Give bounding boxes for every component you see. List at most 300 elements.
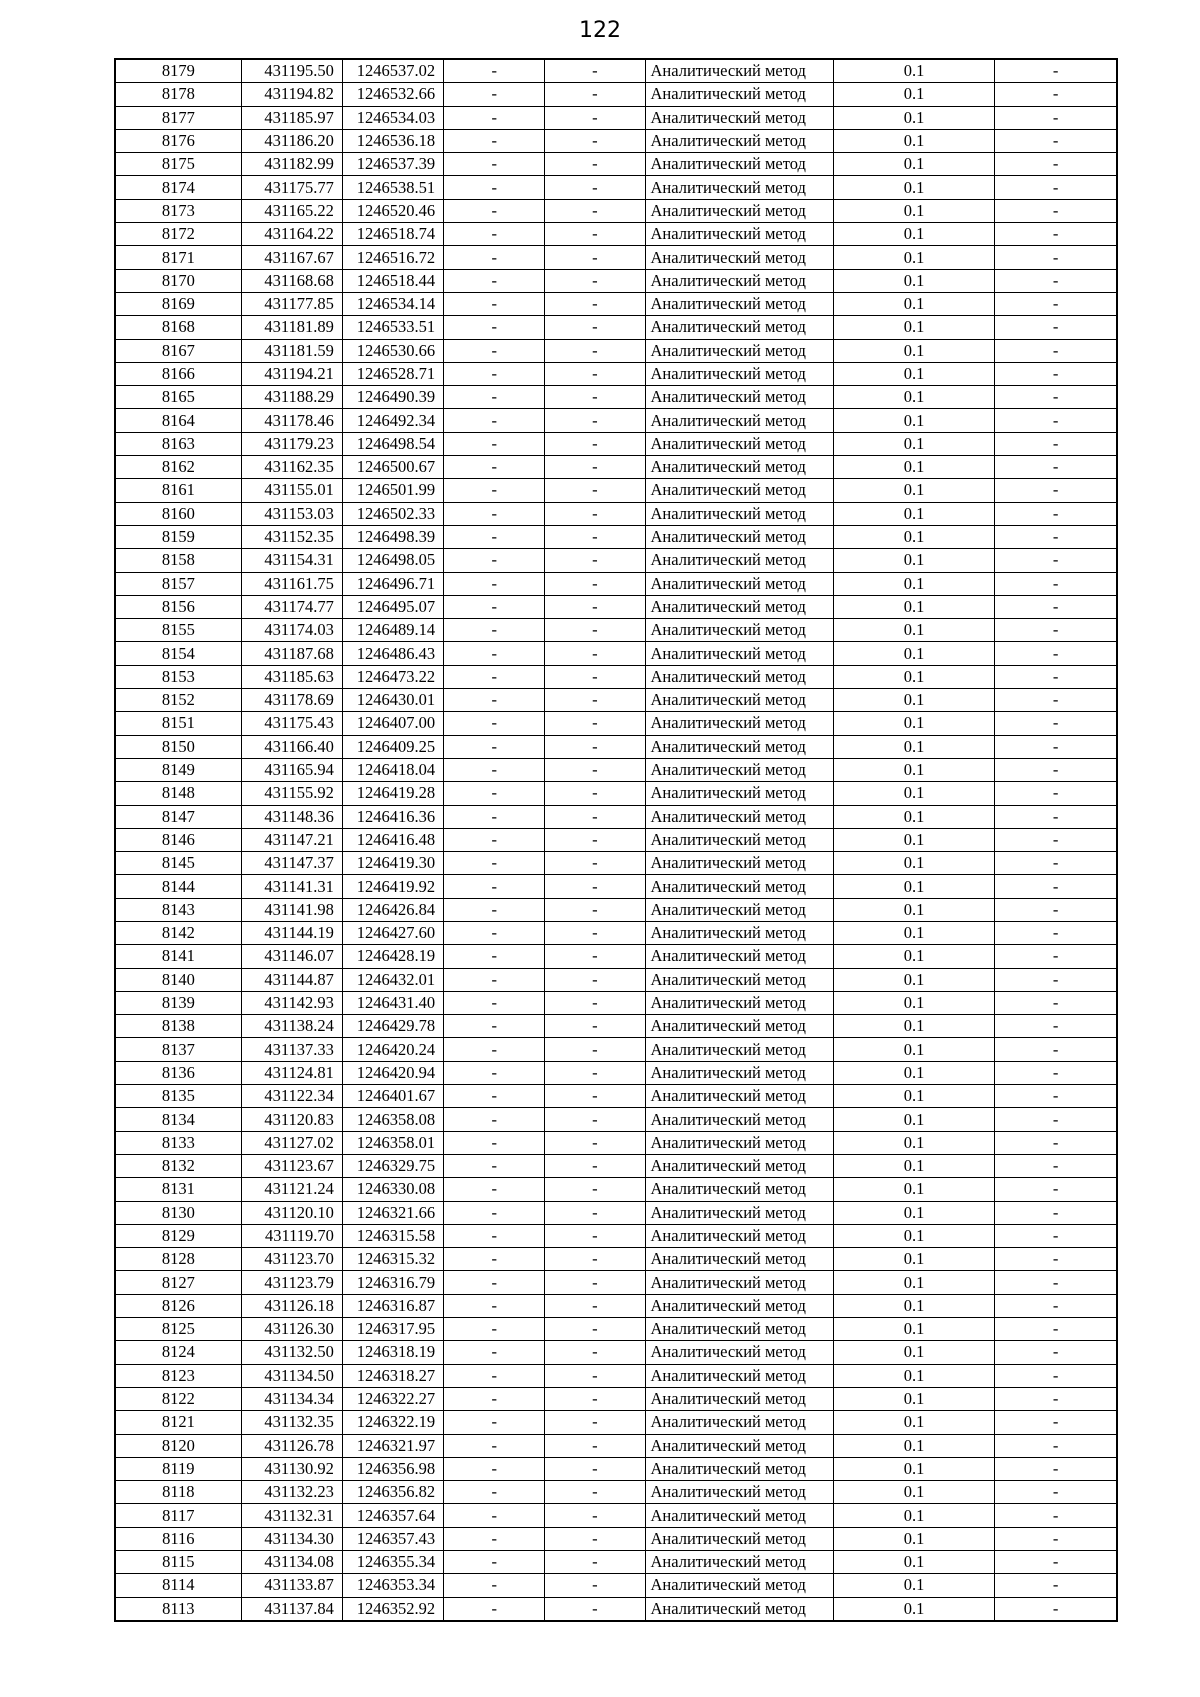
accuracy-cell: 0.1 — [833, 456, 994, 479]
empty-cell-2: - — [545, 758, 645, 781]
x-coordinate-cell: 431194.21 — [241, 362, 342, 385]
empty-cell-1: - — [444, 1527, 545, 1550]
empty-cell-1: - — [444, 316, 545, 339]
empty-cell-2: - — [545, 83, 645, 106]
table-row — [115, 176, 1117, 199]
empty-cell-1: - — [444, 1061, 545, 1084]
method-cell: Аналитический метод — [645, 362, 833, 385]
accuracy-cell: 0.1 — [833, 269, 994, 292]
table-row — [115, 1364, 1117, 1387]
empty-cell-1: - — [444, 1551, 545, 1574]
x-coordinate-cell: 431127.02 — [241, 1131, 342, 1154]
empty-cell-2: - — [545, 1178, 645, 1201]
table-row — [115, 292, 1117, 315]
empty-cell-3: - — [995, 1085, 1117, 1108]
table-row — [115, 1457, 1117, 1480]
y-coordinate-cell: 1246356.82 — [342, 1481, 443, 1504]
empty-cell-1: - — [444, 758, 545, 781]
coordinates-table — [114, 58, 1118, 1622]
empty-cell-2: - — [545, 898, 645, 921]
empty-cell-2: - — [545, 1224, 645, 1247]
x-coordinate-cell: 431174.77 — [241, 595, 342, 618]
empty-cell-1: - — [444, 1108, 545, 1131]
empty-cell-3: - — [995, 1434, 1117, 1457]
empty-cell-3: - — [995, 642, 1117, 665]
x-coordinate-cell: 431185.63 — [241, 665, 342, 688]
accuracy-cell: 0.1 — [833, 1061, 994, 1084]
accuracy-cell: 0.1 — [833, 386, 994, 409]
table-row — [115, 1015, 1117, 1038]
accuracy-cell: 0.1 — [833, 223, 994, 246]
table-row — [115, 945, 1117, 968]
x-coordinate-cell: 431194.82 — [241, 83, 342, 106]
x-coordinate-cell: 431144.19 — [241, 921, 342, 944]
method-cell: Аналитический метод — [645, 1061, 833, 1084]
x-coordinate-cell: 431179.23 — [241, 432, 342, 455]
method-cell: Аналитический метод — [645, 199, 833, 222]
method-cell: Аналитический метод — [645, 316, 833, 339]
empty-cell-3: - — [995, 782, 1117, 805]
point-number-cell: 8176 — [115, 129, 241, 152]
point-number-cell: 8161 — [115, 479, 241, 502]
point-number-cell: 8146 — [115, 828, 241, 851]
point-number-cell: 8127 — [115, 1271, 241, 1294]
empty-cell-3: - — [995, 1341, 1117, 1364]
empty-cell-3: - — [995, 339, 1117, 362]
table-row — [115, 525, 1117, 548]
x-coordinate-cell: 431162.35 — [241, 456, 342, 479]
x-coordinate-cell: 431148.36 — [241, 805, 342, 828]
empty-cell-3: - — [995, 712, 1117, 735]
empty-cell-3: - — [995, 106, 1117, 129]
y-coordinate-cell: 1246420.24 — [342, 1038, 443, 1061]
accuracy-cell: 0.1 — [833, 1341, 994, 1364]
y-coordinate-cell: 1246317.95 — [342, 1318, 443, 1341]
method-cell: Аналитический метод — [645, 1457, 833, 1480]
empty-cell-3: - — [995, 386, 1117, 409]
method-cell: Аналитический метод — [645, 945, 833, 968]
empty-cell-1: - — [444, 1131, 545, 1154]
table-body — [115, 59, 1117, 1621]
table-row — [115, 409, 1117, 432]
empty-cell-3: - — [995, 269, 1117, 292]
y-coordinate-cell: 1246407.00 — [342, 712, 443, 735]
table-row — [115, 782, 1117, 805]
table-row — [115, 502, 1117, 525]
method-cell: Аналитический метод — [645, 83, 833, 106]
y-coordinate-cell: 1246532.66 — [342, 83, 443, 106]
y-coordinate-cell: 1246518.74 — [342, 223, 443, 246]
method-cell: Аналитический метод — [645, 409, 833, 432]
table-row — [115, 1434, 1117, 1457]
method-cell: Аналитический метод — [645, 1085, 833, 1108]
empty-cell-2: - — [545, 735, 645, 758]
table-row — [115, 83, 1117, 106]
y-coordinate-cell: 1246426.84 — [342, 898, 443, 921]
table-row — [115, 1527, 1117, 1550]
y-coordinate-cell: 1246538.51 — [342, 176, 443, 199]
accuracy-cell: 0.1 — [833, 712, 994, 735]
empty-cell-3: - — [995, 619, 1117, 642]
method-cell: Аналитический метод — [645, 1201, 833, 1224]
y-coordinate-cell: 1246534.14 — [342, 292, 443, 315]
table-row — [115, 362, 1117, 385]
empty-cell-2: - — [545, 59, 645, 83]
empty-cell-2: - — [545, 502, 645, 525]
method-cell: Аналитический метод — [645, 432, 833, 455]
x-coordinate-cell: 431146.07 — [241, 945, 342, 968]
method-cell: Аналитический метод — [645, 1364, 833, 1387]
y-coordinate-cell: 1246520.46 — [342, 199, 443, 222]
y-coordinate-cell: 1246428.19 — [342, 945, 443, 968]
point-number-cell: 8172 — [115, 223, 241, 246]
empty-cell-1: - — [444, 1364, 545, 1387]
point-number-cell: 8139 — [115, 991, 241, 1014]
empty-cell-2: - — [545, 828, 645, 851]
point-number-cell: 8121 — [115, 1411, 241, 1434]
method-cell: Аналитический метод — [645, 456, 833, 479]
x-coordinate-cell: 431175.77 — [241, 176, 342, 199]
table-row — [115, 479, 1117, 502]
point-number-cell: 8150 — [115, 735, 241, 758]
method-cell: Аналитический метод — [645, 176, 833, 199]
point-number-cell: 8169 — [115, 292, 241, 315]
y-coordinate-cell: 1246430.01 — [342, 689, 443, 712]
empty-cell-1: - — [444, 1457, 545, 1480]
x-coordinate-cell: 431138.24 — [241, 1015, 342, 1038]
empty-cell-1: - — [444, 898, 545, 921]
method-cell: Аналитический метод — [645, 1154, 833, 1177]
empty-cell-1: - — [444, 572, 545, 595]
accuracy-cell: 0.1 — [833, 1318, 994, 1341]
x-coordinate-cell: 431195.50 — [241, 59, 342, 83]
y-coordinate-cell: 1246330.08 — [342, 1178, 443, 1201]
empty-cell-2: - — [545, 712, 645, 735]
method-cell: Аналитический метод — [645, 1551, 833, 1574]
empty-cell-2: - — [545, 619, 645, 642]
empty-cell-3: - — [995, 1271, 1117, 1294]
point-number-cell: 8157 — [115, 572, 241, 595]
empty-cell-3: - — [995, 223, 1117, 246]
accuracy-cell: 0.1 — [833, 991, 994, 1014]
y-coordinate-cell: 1246502.33 — [342, 502, 443, 525]
accuracy-cell: 0.1 — [833, 292, 994, 315]
y-coordinate-cell: 1246516.72 — [342, 246, 443, 269]
empty-cell-3: - — [995, 1364, 1117, 1387]
point-number-cell: 8128 — [115, 1248, 241, 1271]
empty-cell-1: - — [444, 153, 545, 176]
empty-cell-3: - — [995, 921, 1117, 944]
x-coordinate-cell: 431141.98 — [241, 898, 342, 921]
accuracy-cell: 0.1 — [833, 479, 994, 502]
empty-cell-3: - — [995, 1574, 1117, 1597]
x-coordinate-cell: 431119.70 — [241, 1224, 342, 1247]
accuracy-cell: 0.1 — [833, 246, 994, 269]
empty-cell-3: - — [995, 549, 1117, 572]
empty-cell-1: - — [444, 1481, 545, 1504]
point-number-cell: 8145 — [115, 852, 241, 875]
method-cell: Аналитический метод — [645, 1038, 833, 1061]
method-cell: Аналитический метод — [645, 828, 833, 851]
empty-cell-1: - — [444, 945, 545, 968]
x-coordinate-cell: 431120.10 — [241, 1201, 342, 1224]
empty-cell-1: - — [444, 409, 545, 432]
empty-cell-1: - — [444, 129, 545, 152]
method-cell: Аналитический метод — [645, 875, 833, 898]
point-number-cell: 8140 — [115, 968, 241, 991]
empty-cell-2: - — [545, 852, 645, 875]
point-number-cell: 8168 — [115, 316, 241, 339]
table-row — [115, 828, 1117, 851]
empty-cell-1: - — [444, 1201, 545, 1224]
empty-cell-2: - — [545, 409, 645, 432]
y-coordinate-cell: 1246530.66 — [342, 339, 443, 362]
y-coordinate-cell: 1246420.94 — [342, 1061, 443, 1084]
y-coordinate-cell: 1246489.14 — [342, 619, 443, 642]
empty-cell-3: - — [995, 852, 1117, 875]
accuracy-cell: 0.1 — [833, 1085, 994, 1108]
empty-cell-2: - — [545, 1411, 645, 1434]
table-row — [115, 1108, 1117, 1131]
empty-cell-2: - — [545, 945, 645, 968]
y-coordinate-cell: 1246357.64 — [342, 1504, 443, 1527]
x-coordinate-cell: 431137.84 — [241, 1597, 342, 1621]
accuracy-cell: 0.1 — [833, 735, 994, 758]
empty-cell-1: - — [444, 875, 545, 898]
table-row — [115, 689, 1117, 712]
empty-cell-1: - — [444, 782, 545, 805]
empty-cell-1: - — [444, 968, 545, 991]
accuracy-cell: 0.1 — [833, 1271, 994, 1294]
empty-cell-1: - — [444, 1411, 545, 1434]
point-number-cell: 8174 — [115, 176, 241, 199]
empty-cell-3: - — [995, 595, 1117, 618]
x-coordinate-cell: 431186.20 — [241, 129, 342, 152]
table-row — [115, 1248, 1117, 1271]
empty-cell-1: - — [444, 1248, 545, 1271]
table-row — [115, 875, 1117, 898]
method-cell: Аналитический метод — [645, 502, 833, 525]
y-coordinate-cell: 1246322.19 — [342, 1411, 443, 1434]
empty-cell-2: - — [545, 805, 645, 828]
x-coordinate-cell: 431123.67 — [241, 1154, 342, 1177]
point-number-cell: 8149 — [115, 758, 241, 781]
y-coordinate-cell: 1246537.39 — [342, 153, 443, 176]
point-number-cell: 8144 — [115, 875, 241, 898]
method-cell: Аналитический метод — [645, 665, 833, 688]
empty-cell-2: - — [545, 1131, 645, 1154]
method-cell: Аналитический метод — [645, 1411, 833, 1434]
y-coordinate-cell: 1246498.54 — [342, 432, 443, 455]
y-coordinate-cell: 1246355.34 — [342, 1551, 443, 1574]
empty-cell-1: - — [444, 339, 545, 362]
empty-cell-2: - — [545, 525, 645, 548]
accuracy-cell: 0.1 — [833, 83, 994, 106]
table-row — [115, 898, 1117, 921]
empty-cell-3: - — [995, 1411, 1117, 1434]
table-row — [115, 991, 1117, 1014]
empty-cell-3: - — [995, 199, 1117, 222]
empty-cell-3: - — [995, 479, 1117, 502]
empty-cell-1: - — [444, 689, 545, 712]
method-cell: Аналитический метод — [645, 223, 833, 246]
empty-cell-3: - — [995, 1061, 1117, 1084]
method-cell: Аналитический метод — [645, 921, 833, 944]
x-coordinate-cell: 431130.92 — [241, 1457, 342, 1480]
table-row — [115, 1574, 1117, 1597]
accuracy-cell: 0.1 — [833, 199, 994, 222]
page-number: 122 — [579, 18, 621, 43]
empty-cell-3: - — [995, 1038, 1117, 1061]
empty-cell-3: - — [995, 1201, 1117, 1224]
x-coordinate-cell: 431165.22 — [241, 199, 342, 222]
method-cell: Аналитический метод — [645, 735, 833, 758]
empty-cell-1: - — [444, 712, 545, 735]
empty-cell-1: - — [444, 223, 545, 246]
x-coordinate-cell: 431155.92 — [241, 782, 342, 805]
y-coordinate-cell: 1246492.34 — [342, 409, 443, 432]
point-number-cell: 8123 — [115, 1364, 241, 1387]
empty-cell-3: - — [995, 991, 1117, 1014]
empty-cell-3: - — [995, 1224, 1117, 1247]
empty-cell-1: - — [444, 805, 545, 828]
x-coordinate-cell: 431126.30 — [241, 1318, 342, 1341]
table-row — [115, 1294, 1117, 1317]
method-cell: Аналитический метод — [645, 1387, 833, 1410]
empty-cell-1: - — [444, 1574, 545, 1597]
x-coordinate-cell: 431166.40 — [241, 735, 342, 758]
x-coordinate-cell: 431141.31 — [241, 875, 342, 898]
method-cell: Аналитический метод — [645, 153, 833, 176]
method-cell: Аналитический метод — [645, 106, 833, 129]
method-cell: Аналитический метод — [645, 525, 833, 548]
x-coordinate-cell: 431134.08 — [241, 1551, 342, 1574]
accuracy-cell: 0.1 — [833, 153, 994, 176]
table-row — [115, 549, 1117, 572]
table-row — [115, 1131, 1117, 1154]
accuracy-cell: 0.1 — [833, 1527, 994, 1550]
y-coordinate-cell: 1246533.51 — [342, 316, 443, 339]
method-cell: Аналитический метод — [645, 898, 833, 921]
empty-cell-3: - — [995, 572, 1117, 595]
empty-cell-2: - — [545, 1504, 645, 1527]
x-coordinate-cell: 431152.35 — [241, 525, 342, 548]
table-row — [115, 223, 1117, 246]
method-cell: Аналитический метод — [645, 292, 833, 315]
empty-cell-2: - — [545, 456, 645, 479]
empty-cell-3: - — [995, 502, 1117, 525]
empty-cell-1: - — [444, 665, 545, 688]
empty-cell-3: - — [995, 83, 1117, 106]
y-coordinate-cell: 1246432.01 — [342, 968, 443, 991]
table-row — [115, 1504, 1117, 1527]
empty-cell-2: - — [545, 1457, 645, 1480]
point-number-cell: 8152 — [115, 689, 241, 712]
x-coordinate-cell: 431182.99 — [241, 153, 342, 176]
point-number-cell: 8114 — [115, 1574, 241, 1597]
point-number-cell: 8133 — [115, 1131, 241, 1154]
table-row — [115, 1318, 1117, 1341]
empty-cell-3: - — [995, 59, 1117, 83]
empty-cell-2: - — [545, 1597, 645, 1621]
y-coordinate-cell: 1246416.48 — [342, 828, 443, 851]
accuracy-cell: 0.1 — [833, 595, 994, 618]
accuracy-cell: 0.1 — [833, 1015, 994, 1038]
empty-cell-1: - — [444, 921, 545, 944]
empty-cell-3: - — [995, 1481, 1117, 1504]
table-row — [115, 339, 1117, 362]
table-row — [115, 1411, 1117, 1434]
method-cell: Аналитический метод — [645, 129, 833, 152]
empty-cell-3: - — [995, 246, 1117, 269]
x-coordinate-cell: 431168.68 — [241, 269, 342, 292]
x-coordinate-cell: 431126.78 — [241, 1434, 342, 1457]
point-number-cell: 8165 — [115, 386, 241, 409]
accuracy-cell: 0.1 — [833, 502, 994, 525]
x-coordinate-cell: 431120.83 — [241, 1108, 342, 1131]
point-number-cell: 8153 — [115, 665, 241, 688]
point-number-cell: 8154 — [115, 642, 241, 665]
table-row — [115, 1481, 1117, 1504]
x-coordinate-cell: 431132.35 — [241, 1411, 342, 1434]
x-coordinate-cell: 431134.50 — [241, 1364, 342, 1387]
empty-cell-3: - — [995, 805, 1117, 828]
method-cell: Аналитический метод — [645, 758, 833, 781]
x-coordinate-cell: 431124.81 — [241, 1061, 342, 1084]
accuracy-cell: 0.1 — [833, 1108, 994, 1131]
accuracy-cell: 0.1 — [833, 106, 994, 129]
empty-cell-1: - — [444, 1294, 545, 1317]
method-cell: Аналитический метод — [645, 1178, 833, 1201]
table-row — [115, 269, 1117, 292]
y-coordinate-cell: 1246498.05 — [342, 549, 443, 572]
empty-cell-3: - — [995, 1318, 1117, 1341]
x-coordinate-cell: 431167.67 — [241, 246, 342, 269]
empty-cell-1: - — [444, 292, 545, 315]
empty-cell-3: - — [995, 409, 1117, 432]
empty-cell-1: - — [444, 1178, 545, 1201]
table-row — [115, 572, 1117, 595]
accuracy-cell: 0.1 — [833, 1504, 994, 1527]
empty-cell-3: - — [995, 1504, 1117, 1527]
empty-cell-2: - — [545, 782, 645, 805]
point-number-cell: 8175 — [115, 153, 241, 176]
accuracy-cell: 0.1 — [833, 1201, 994, 1224]
empty-cell-1: - — [444, 176, 545, 199]
accuracy-cell: 0.1 — [833, 1038, 994, 1061]
empty-cell-1: - — [444, 852, 545, 875]
table-row — [115, 642, 1117, 665]
accuracy-cell: 0.1 — [833, 549, 994, 572]
empty-cell-2: - — [545, 339, 645, 362]
point-number-cell: 8136 — [115, 1061, 241, 1084]
empty-cell-1: - — [444, 432, 545, 455]
y-coordinate-cell: 1246358.08 — [342, 1108, 443, 1131]
accuracy-cell: 0.1 — [833, 852, 994, 875]
accuracy-cell: 0.1 — [833, 642, 994, 665]
method-cell: Аналитический метод — [645, 1224, 833, 1247]
accuracy-cell: 0.1 — [833, 572, 994, 595]
empty-cell-1: - — [444, 1154, 545, 1177]
point-number-cell: 8147 — [115, 805, 241, 828]
accuracy-cell: 0.1 — [833, 409, 994, 432]
empty-cell-3: - — [995, 456, 1117, 479]
empty-cell-2: - — [545, 595, 645, 618]
empty-cell-3: - — [995, 968, 1117, 991]
empty-cell-1: - — [444, 595, 545, 618]
empty-cell-1: - — [444, 1341, 545, 1364]
accuracy-cell: 0.1 — [833, 129, 994, 152]
